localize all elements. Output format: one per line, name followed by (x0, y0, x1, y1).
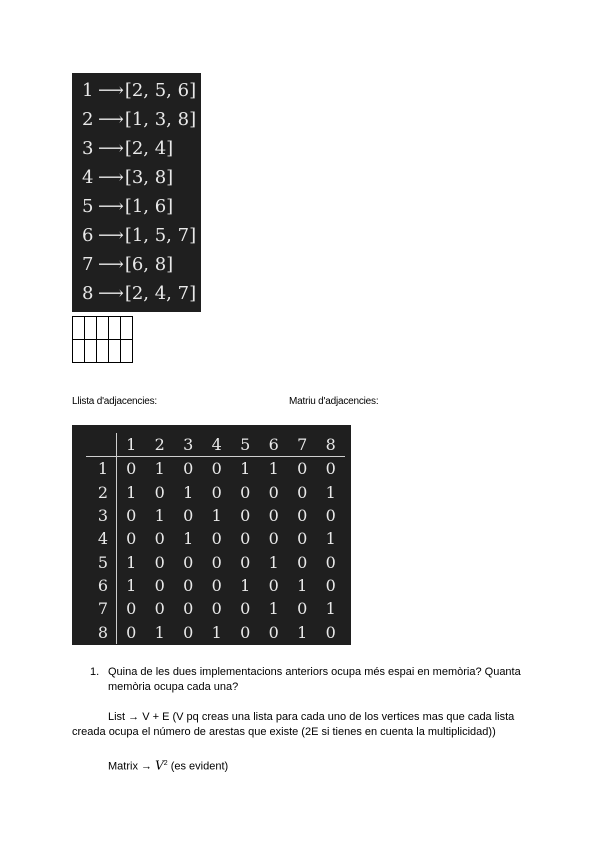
matrix-row-header: 7 (97, 599, 108, 619)
neighbor-list: [2, 5, 6] (124, 80, 197, 101)
matrix-cell: 0 (297, 552, 308, 572)
matrix-cell: 0 (154, 529, 165, 549)
matrix-row-header: 6 (97, 575, 108, 595)
adjacency-list-row (82, 221, 201, 250)
matrix-cell: 0 (117, 620, 146, 643)
matrix-cell: 0 (154, 552, 165, 572)
matrix-cell: 0 (240, 482, 251, 502)
matrix-cell: 0 (240, 599, 251, 619)
matrix-cell: 0 (240, 622, 251, 642)
matrix-cell: 0 (183, 506, 194, 526)
matrix-row-header: 2 (97, 482, 108, 502)
matrix-cell: 0 (268, 575, 279, 595)
neighbor-list: [1, 6] (124, 196, 174, 217)
matrix-cell: 0 (325, 575, 336, 595)
matrix-column-header: 7 (288, 433, 317, 457)
vertex-label: 6 (82, 225, 94, 246)
caption-adjacency-list: Llista d'adjacencies: (72, 396, 157, 407)
vertex-label: 4 (82, 167, 94, 188)
arrow-icon: ⟶ (98, 80, 121, 101)
matrix-row (86, 504, 345, 527)
answer-list-complexity (72, 710, 532, 740)
matrix-cell: 1 (268, 599, 279, 619)
vertex-label: 3 (82, 138, 94, 159)
matrix-cell: 0 (154, 575, 165, 595)
matrix-row-header: 5 (97, 552, 108, 572)
neighbor-list: [6, 8] (124, 254, 174, 275)
matrix-cell: 0 (268, 622, 279, 642)
matrix-cell: 1 (211, 622, 222, 642)
matrix-cell: 0 (183, 575, 194, 595)
adjacency-list-row (82, 250, 201, 279)
matrix-corner (86, 433, 117, 457)
answer-matrix-suffix: (es evident) (170, 760, 229, 773)
matrix-column-header: 1 (117, 433, 146, 457)
matrix-cell: 0 (211, 529, 222, 549)
question-text: Quina de les dues implementacions anteriors ocupa més espai en memòria? Quanta memòria ocupa cada una? (108, 666, 521, 693)
adjacency-list-row (82, 76, 201, 105)
matrix-row (86, 527, 345, 550)
matrix-cell: 1 (297, 622, 308, 642)
matrix-cell: 0 (117, 504, 146, 527)
matrix-cell: 1 (325, 599, 336, 619)
matrix-cell: 1 (240, 459, 251, 479)
matrix-cell: 0 (268, 482, 279, 502)
matrix-row-header: 8 (97, 622, 108, 642)
neighbor-list: [3, 8] (124, 167, 174, 188)
matrix-column-header: 5 (231, 433, 260, 457)
matrix-cell: 0 (297, 459, 308, 479)
vertex-label: 2 (82, 109, 94, 130)
matrix-cell: 1 (117, 550, 146, 573)
matrix-cell: 0 (211, 459, 222, 479)
matrix-cell: 0 (154, 599, 165, 619)
arrow-icon: ⟶ (98, 196, 121, 217)
matrix-column-header: 8 (317, 433, 346, 457)
adjacency-list-row (82, 279, 201, 308)
matrix-cell: 1 (183, 482, 194, 502)
arrow-icon: ⟶ (98, 109, 121, 130)
vertex-label: 8 (82, 283, 94, 304)
vertex-label: 1 (82, 80, 94, 101)
matrix-cell: 0 (183, 599, 194, 619)
matrix-row-header: 1 (97, 459, 108, 479)
matrix-row (86, 481, 345, 504)
matrix-cell: 1 (154, 459, 165, 479)
answer-list-line-1: List → V + E (V pq creas una lista para cada uno de los vertices mas que cada lista (108, 711, 515, 723)
arrow-icon: ⟶ (98, 138, 121, 159)
matrix-cell: 0 (117, 527, 146, 550)
matrix-row-header: 4 (97, 529, 108, 549)
caption-adjacency-matrix: Matriu d'adjacencies: (289, 396, 379, 407)
matrix-cell: 0 (183, 552, 194, 572)
matrix-cell: 1 (117, 574, 146, 597)
adjacency-list-row (82, 192, 201, 221)
answer-matrix-exponent: 2 (163, 760, 168, 767)
matrix-cell: 1 (268, 459, 279, 479)
vertex-label: 5 (82, 196, 94, 217)
matrix-cell: 0 (211, 482, 222, 502)
empty-grid (72, 316, 133, 363)
matrix-cell: 0 (240, 506, 251, 526)
adjacency-list-row (82, 163, 201, 192)
adjacency-list-row (82, 134, 201, 163)
matrix-cell: 1 (268, 552, 279, 572)
answer-matrix-prefix: Matrix → (108, 760, 152, 773)
matrix-cell: 0 (297, 506, 308, 526)
matrix-row (86, 597, 345, 620)
matrix-cell: 1 (117, 481, 146, 504)
matrix-cell: 0 (211, 599, 222, 619)
answer-matrix-variable: V (155, 758, 164, 773)
matrix-cell: 1 (154, 622, 165, 642)
question-number: 1. (90, 666, 100, 678)
neighbor-list: [1, 5, 7] (124, 225, 197, 246)
answer-list-line-2: creada ocupa el número de arestas que existe (2E si tienes en cuenta la multiplicidad)) (72, 726, 496, 738)
matrix-cell: 0 (325, 622, 336, 642)
adjacency-matrix (86, 433, 345, 644)
matrix-row-header: 3 (97, 506, 108, 526)
matrix-cell: 1 (325, 529, 336, 549)
matrix-row (86, 550, 345, 573)
matrix-cell: 1 (211, 506, 222, 526)
matrix-cell: 0 (117, 457, 146, 481)
matrix-cell: 1 (183, 529, 194, 549)
matrix-row (86, 457, 345, 481)
matrix-cell: 0 (240, 552, 251, 572)
matrix-cell: 0 (211, 575, 222, 595)
adjacency-matrix-image (72, 425, 351, 645)
matrix-cell: 0 (183, 459, 194, 479)
matrix-column-header: 3 (174, 433, 203, 457)
arrow-icon: ⟶ (98, 283, 121, 304)
adjacency-list-row (82, 105, 201, 134)
matrix-column-header: 6 (260, 433, 289, 457)
matrix-cell: 1 (325, 482, 336, 502)
matrix-cell: 0 (325, 459, 336, 479)
neighbor-list: [1, 3, 8] (124, 109, 197, 130)
matrix-cell: 0 (268, 529, 279, 549)
matrix-cell: 0 (325, 552, 336, 572)
matrix-cell: 0 (154, 482, 165, 502)
matrix-cell: 0 (297, 599, 308, 619)
matrix-cell: 1 (297, 575, 308, 595)
arrow-icon: ⟶ (98, 254, 121, 275)
matrix-cell: 1 (240, 575, 251, 595)
arrow-icon: ⟶ (98, 225, 121, 246)
matrix-cell: 0 (117, 597, 146, 620)
matrix-row (86, 574, 345, 597)
matrix-cell: 0 (211, 552, 222, 572)
vertex-label: 7 (82, 254, 94, 275)
matrix-column-header: 2 (146, 433, 175, 457)
matrix-cell: 0 (183, 622, 194, 642)
matrix-column-header: 4 (203, 433, 232, 457)
matrix-cell: 0 (297, 482, 308, 502)
matrix-cell: 1 (154, 506, 165, 526)
matrix-cell: 0 (268, 506, 279, 526)
neighbor-list: [2, 4] (124, 138, 174, 159)
matrix-cell: 0 (325, 506, 336, 526)
matrix-row (86, 620, 345, 643)
matrix-cell: 0 (240, 529, 251, 549)
matrix-cell: 0 (297, 529, 308, 549)
arrow-icon: ⟶ (98, 167, 121, 188)
answer-matrix-complexity (108, 756, 228, 775)
neighbor-list: [2, 4, 7] (124, 283, 197, 304)
adjacency-list-image (72, 73, 201, 312)
question-item (90, 665, 530, 695)
